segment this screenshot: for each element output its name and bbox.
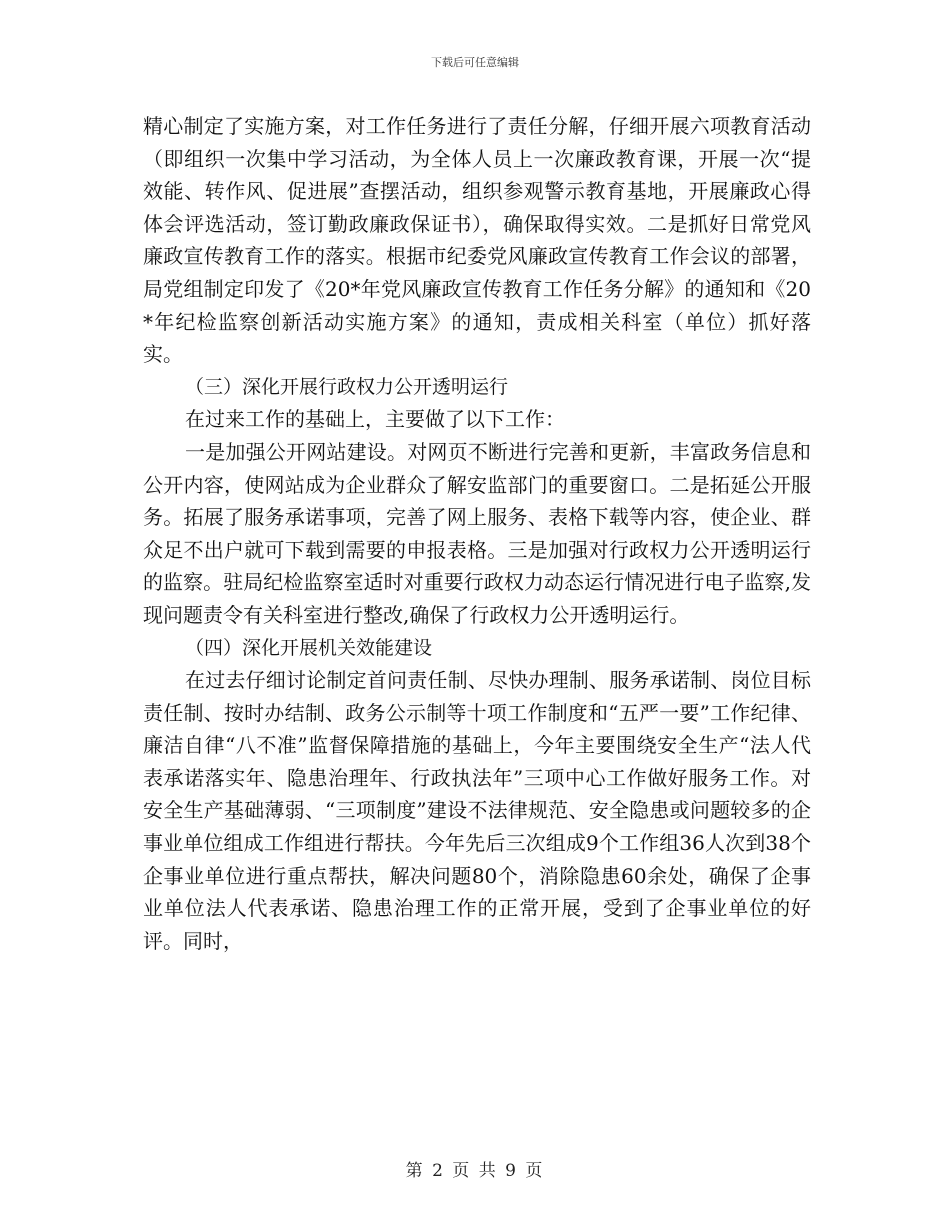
section-heading-3: （三）深化开展行政权力公开透明运行 [185,375,509,398]
page-number: 第 2 页 共 9 页 [405,1161,545,1181]
paragraph-4: 在过去仔细讨论制定首问责任制、尽快办理制、服务承诺制、岗位目标责任制、按时办结制、政务公示制等十项工作制度和“五严一要”工作纪律、廉洁自律“八不准”监督保障措施的基础上，今年主要围绕安全生产“法人代表承诺落实年、隐患治理年、行政执法年”三项中心工作做好服务工作。对安全生产基础薄弱、“三项制度”建设不法律规范、安全隐患或问题较多的企事业单位组成工作组进行帮扶。今年先后三次组成9个工作组36人次到38个企事业单位进行重点帮扶，解决问题80个，消除隐患60余处，确保了企事业单位法人代表承诺、隐患治理工作的正常开展，受到了企事业单位的好评。同时， [143,668,811,953]
paragraph-1: 精心制定了实施方案，对工作任务进行了责任分解，仔细开展六项教育活动（即组织一次集中学习活动，为全体人员上一次廉政教育课，开展一次“提效能、转作风、促进展”查摆活动，组织参观警示教育基地，开展廉政心得体会评选活动，签订勤政廉政保证书），确保取得实效。二是抓好日常党风廉政宣传教育工作的落实。根据市纪委党风廉政宣传教育工作会议的部署，局党组制定印发了《20*年党风廉政宣传教育工作任务分解》的通知和《20*年纪检监察创新活动实施方案》的通知，责成相关科室（单位）抓好落实。 [143,114,811,367]
section-heading-4: （四）深化开展机关效能建设 [185,636,433,659]
paragraph-2: 在过来工作的基础上，主要做了以下工作： [185,407,565,432]
page-header-note: 下载后可任意编辑 [431,56,519,69]
paragraph-3: 一是加强公开网站建设。对网页不断进行完善和更新，丰富政务信息和公开内容，使网站成为企业群众了解安监部门的重要窗口。二是拓延公开服务。拓展了服务承诺事项，完善了网上服务、表格下载等内容，使企业、群众足不出户就可下载到需要的申报表格。三是加强对行政权力公开透明运行的监察。驻局纪检监察室适时对重要行政权力动态运行情况进行电子监察,发现问题责令有关科室进行整改,确保了行政权力公开透明运行。 [143,439,811,627]
document-body [143,110,811,957]
